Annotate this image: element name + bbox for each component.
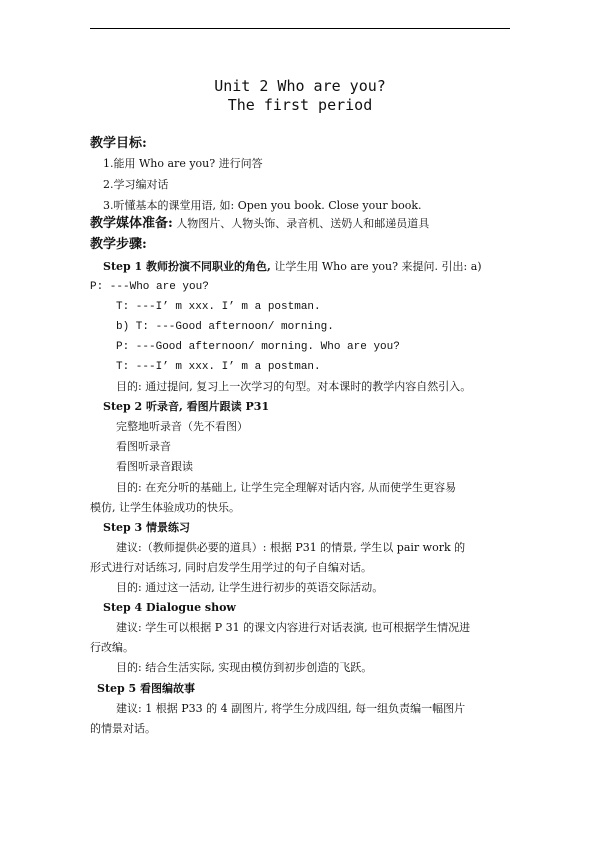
- step1-line: [103, 259, 482, 275]
- step2-item: 看图听录音跟读: [116, 460, 193, 473]
- objectives-heading: 教学目标:: [90, 136, 147, 151]
- step5-suggestion-cont: 的情景对话。: [90, 722, 156, 735]
- step2-item: 完整地听录音（先不看图）: [116, 420, 248, 433]
- objective-item: 3.听懂基本的课堂用语, 如: Open you book. Close your book.: [103, 199, 422, 212]
- document-title: Unit 2 Who are you?: [214, 77, 386, 95]
- step2-label: Step 2 听录音, 看图片跟读 P31: [103, 400, 270, 413]
- materials-heading: 教学媒体准备:: [90, 216, 173, 231]
- step3-suggestion-cont: 形式进行对话练习, 同时启发学生用学过的句子自编对话。: [90, 561, 372, 574]
- step3-suggestion: 建议:（教师提供必要的道具）: 根据 P31 的情景, 学生以 pair work 的: [116, 541, 466, 554]
- header-rule: [90, 28, 510, 29]
- step4-suggestion-cont: 行改编。: [90, 641, 134, 654]
- dialogue-line: T: ---I’ m xxx. I’ m a postman.: [116, 301, 321, 313]
- step5-label: Step 5 看图编故事: [97, 682, 196, 695]
- step2-purpose: 目的: 在充分听的基础上, 让学生完全理解对话内容, 从而使学生更容易: [116, 481, 457, 494]
- step3-label: Step 3 情景练习: [103, 521, 191, 534]
- step5-suggestion: 建议: 1 根据 P33 的 4 副图片, 将学生分成四组, 每一组负责编一幅图片: [116, 702, 466, 715]
- objective-item: 1.能用 Who are you? 进行问答: [103, 157, 263, 170]
- materials-text: 人物图片、人物头饰、录音机、送奶人和邮递员道具: [176, 217, 430, 230]
- step1-label: Step 1 教师扮演不同职业的角色,: [103, 260, 271, 273]
- step1-text: 让学生用 Who are you? 来提问. 引出: a): [274, 260, 482, 273]
- steps-heading: 教学步骤:: [90, 237, 147, 252]
- step4-purpose: 目的: 结合生活实际, 实现由模仿到初步创造的飞跃。: [116, 661, 373, 674]
- dialogue-line: P: ---Who are you?: [90, 281, 209, 293]
- dialogue-line: P: ---Good afternoon/ morning. Who are you?: [116, 341, 400, 353]
- step3-purpose: 目的: 通过这一活动, 让学生进行初步的英语交际活动。: [116, 581, 384, 594]
- materials-line: [90, 216, 429, 232]
- dialogue-line: T: ---I’ m xxx. I’ m a postman.: [116, 361, 321, 373]
- step4-suggestion: 建议: 学生可以根据 P 31 的课文内容进行对话表演, 也可根据学生情况进: [116, 621, 471, 634]
- objective-item: 2.学习编对话: [103, 178, 169, 191]
- step4-label: Step 4 Dialogue show: [103, 601, 236, 614]
- step1-purpose: 目的: 通过提问, 复习上一次学习的句型。对本课时的教学内容自然引入。: [116, 380, 472, 393]
- dialogue-line: b) T: ---Good afternoon/ morning.: [116, 321, 334, 333]
- step2-item: 看图听录音: [116, 440, 171, 453]
- step2-purpose-cont: 模仿, 让学生体验成功的快乐。: [90, 501, 240, 514]
- document-subtitle: The first period: [227, 96, 373, 114]
